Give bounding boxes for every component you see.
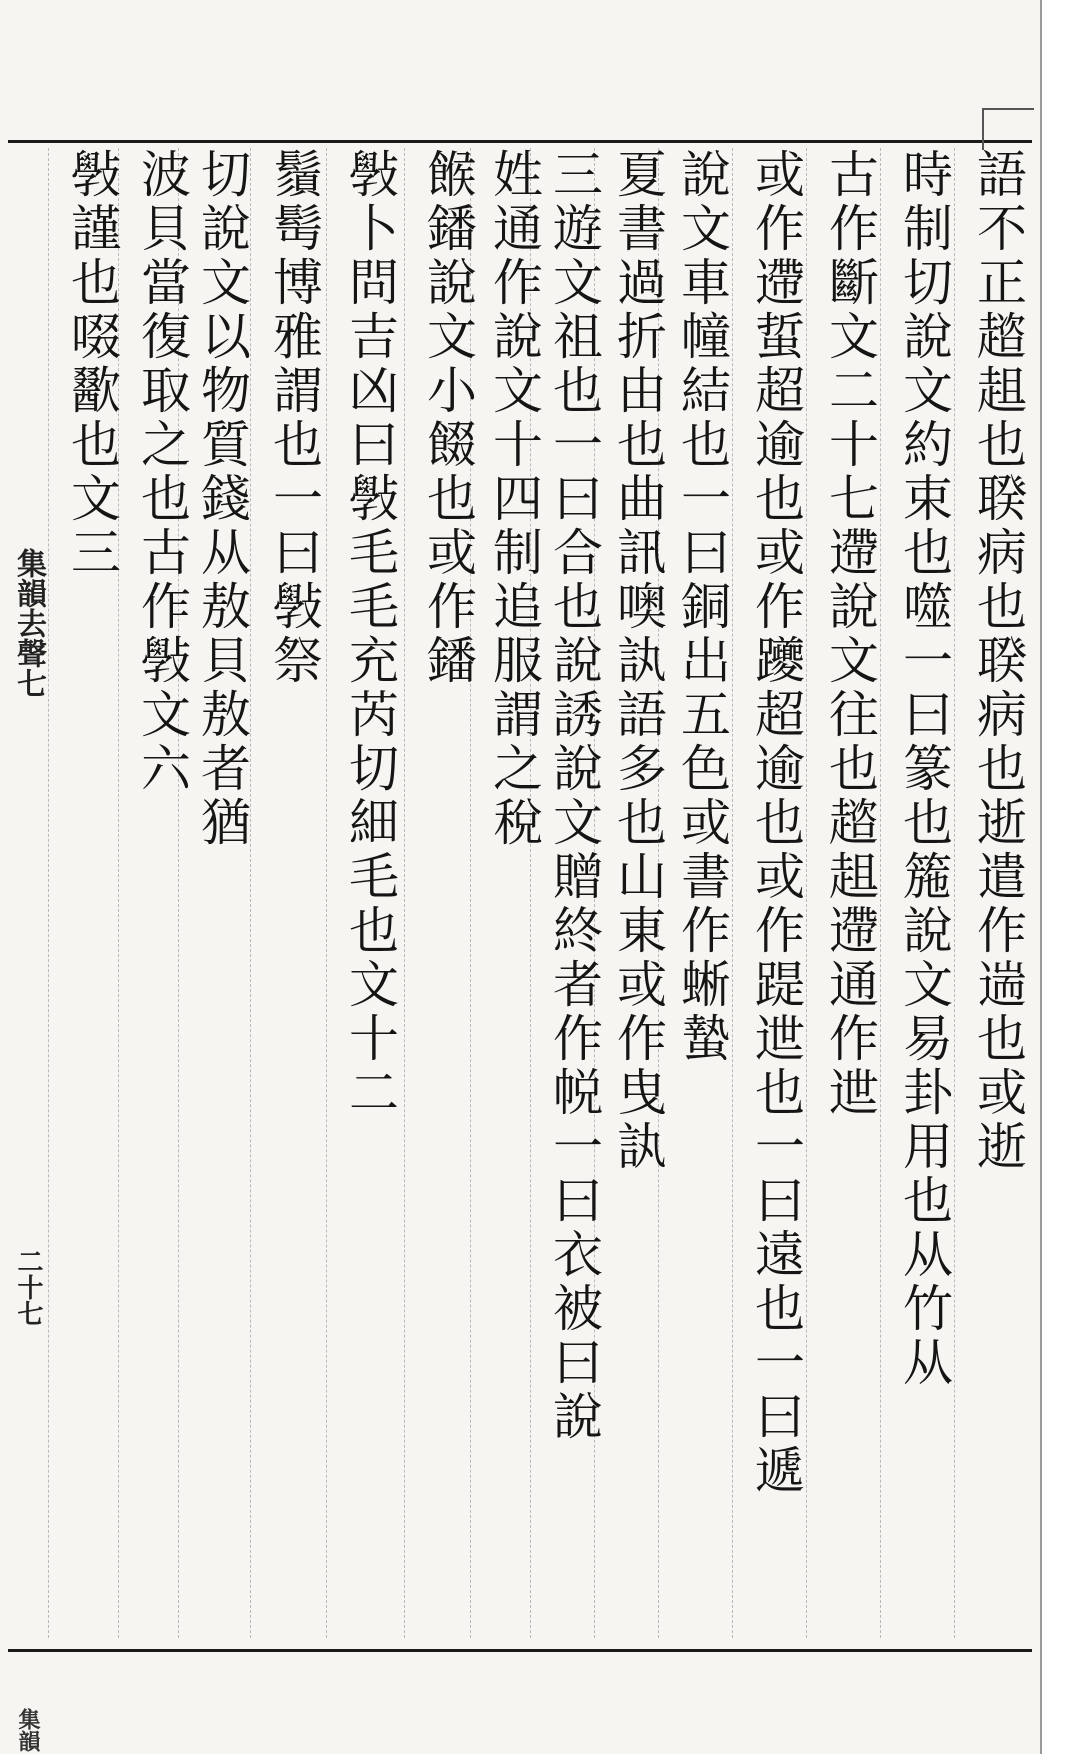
text-column-12: 切說文以物質錢从敖貝敖者猶 [178,148,265,1638]
text-column-11: 鬚髩博雅謂也一曰斅祭 [250,148,337,1638]
page-number: 二十七 [13,1248,43,1326]
text-column-4: 或作遰蜇超逾也或作躨超逾也或作踶迣也一曰遠也一曰遞 [732,148,819,1638]
text-column-1: 語不正趦趄也聧病也聧病也逝遣作遄也或逝 [954,148,1041,1638]
margin-title: 集韻去聲七 [11,548,46,698]
margin-footer: 集韻 [15,1708,41,1752]
text-column-7: 三遊文祖也一曰合也說誘說文贈終者作帨一曰衣被曰說 [530,148,617,1638]
text-column-8: 姓通作說文十四制追服謂之稅 [470,148,557,1638]
text-column-13: 波貝當復取之也古作斅文六 [118,148,205,1638]
margin-column [8,148,48,1752]
text-column-6: 夏書過折由也曲訊噢訙語多也山東或作曳訙 [594,148,681,1638]
text-column-2: 時制切說文約束也噬一曰篆也箷說文易卦用也从竹从 [880,148,967,1638]
text-column-3: 古作斷文二十七遰說文往也趦趄遰通作迣 [806,148,893,1638]
text-column-14: 斅謹也啜歠也文三 [48,148,135,1638]
header-fragment [982,108,1034,150]
text-column-10: 斅卜問吉凶曰斅毛毛充芮切細毛也文十二 [326,148,413,1638]
text-column-9: 餱鐇說文小餟也或作鐇 [404,148,491,1638]
text-column-5: 說文車幢結也一曰銅出五色或書作蜥蟄 [658,148,745,1638]
page-edge [1040,0,1080,1754]
